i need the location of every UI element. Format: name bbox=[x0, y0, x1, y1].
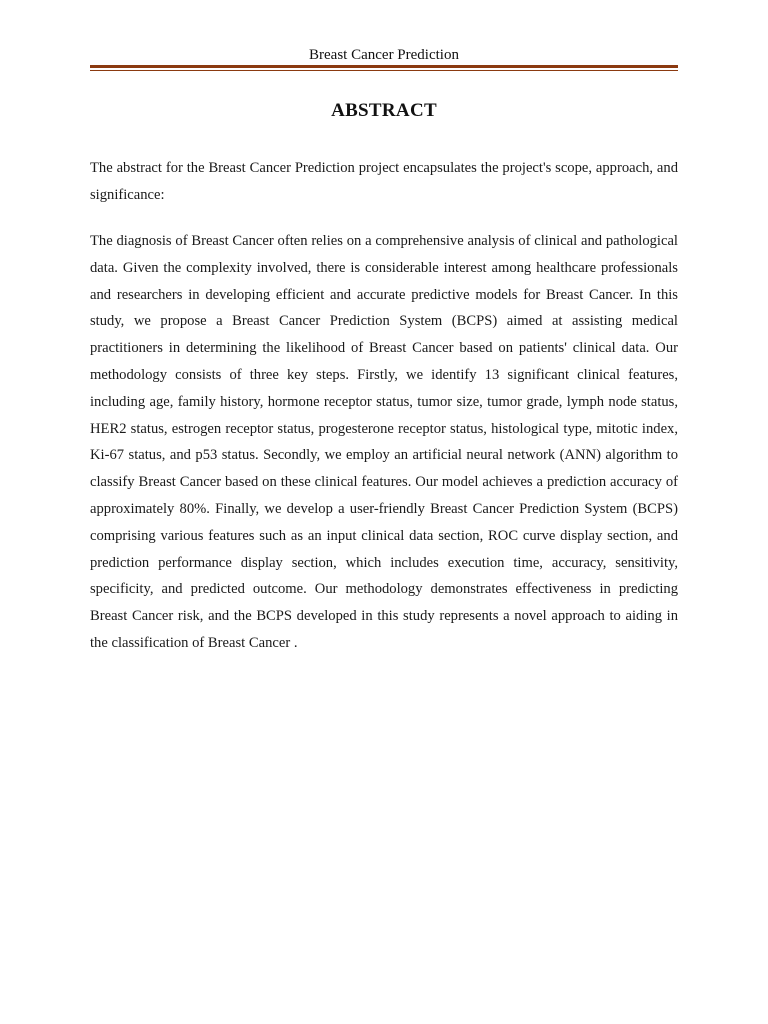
abstract-body-paragraph: The diagnosis of Breast Cancer often relies on a comprehensive analysis of clinical and pathological data. Given the complexity involved, there is considerable interest among healthcare professionals and researchers in developing efficient and accurate predictive models for Breast Cancer. In this study, we propose a Breast Cancer Prediction System (BCPS) aimed at assisting medical practitioners in determining the likelihood of Breast Cancer based on patients' clinical data. Our methodology consists of three key steps. Firstly, we identify 13 significant clinical features, including age, family history, hormone receptor status, tumor size, tumor grade, lymph node status, HER2 status, estrogen receptor status, progesterone receptor status, histological type, mitotic index, Ki-67 status, and p53 status. Secondly, we employ an artificial neural network (ANN) algorithm to classify Breast Cancer based on these clinical features. Our model achieves a prediction accuracy of approximately 80%. Finally, we develop a user-friendly Breast Cancer Prediction System (BCPS) comprising various features such as an input clinical data section, ROC curve display section, and prediction performance display section, which includes execution time, accuracy, sensitivity, specificity, and predicted outcome. Our methodology demonstrates effectiveness in predicting Breast Cancer risk, and the BCPS developed in this study represents a novel approach to aiding in the classification of Breast Cancer . bbox=[90, 233, 678, 651]
section-title: ABSTRACT bbox=[331, 100, 437, 121]
intro-paragraph: The abstract for the Breast Cancer Prediction project encapsulates the project's scope, approach, and significance: bbox=[90, 160, 678, 203]
header-rule bbox=[90, 65, 678, 71]
running-header: Breast Cancer Prediction bbox=[309, 47, 459, 63]
header-rule-thick bbox=[90, 65, 678, 68]
header-rule-thin bbox=[90, 70, 678, 72]
